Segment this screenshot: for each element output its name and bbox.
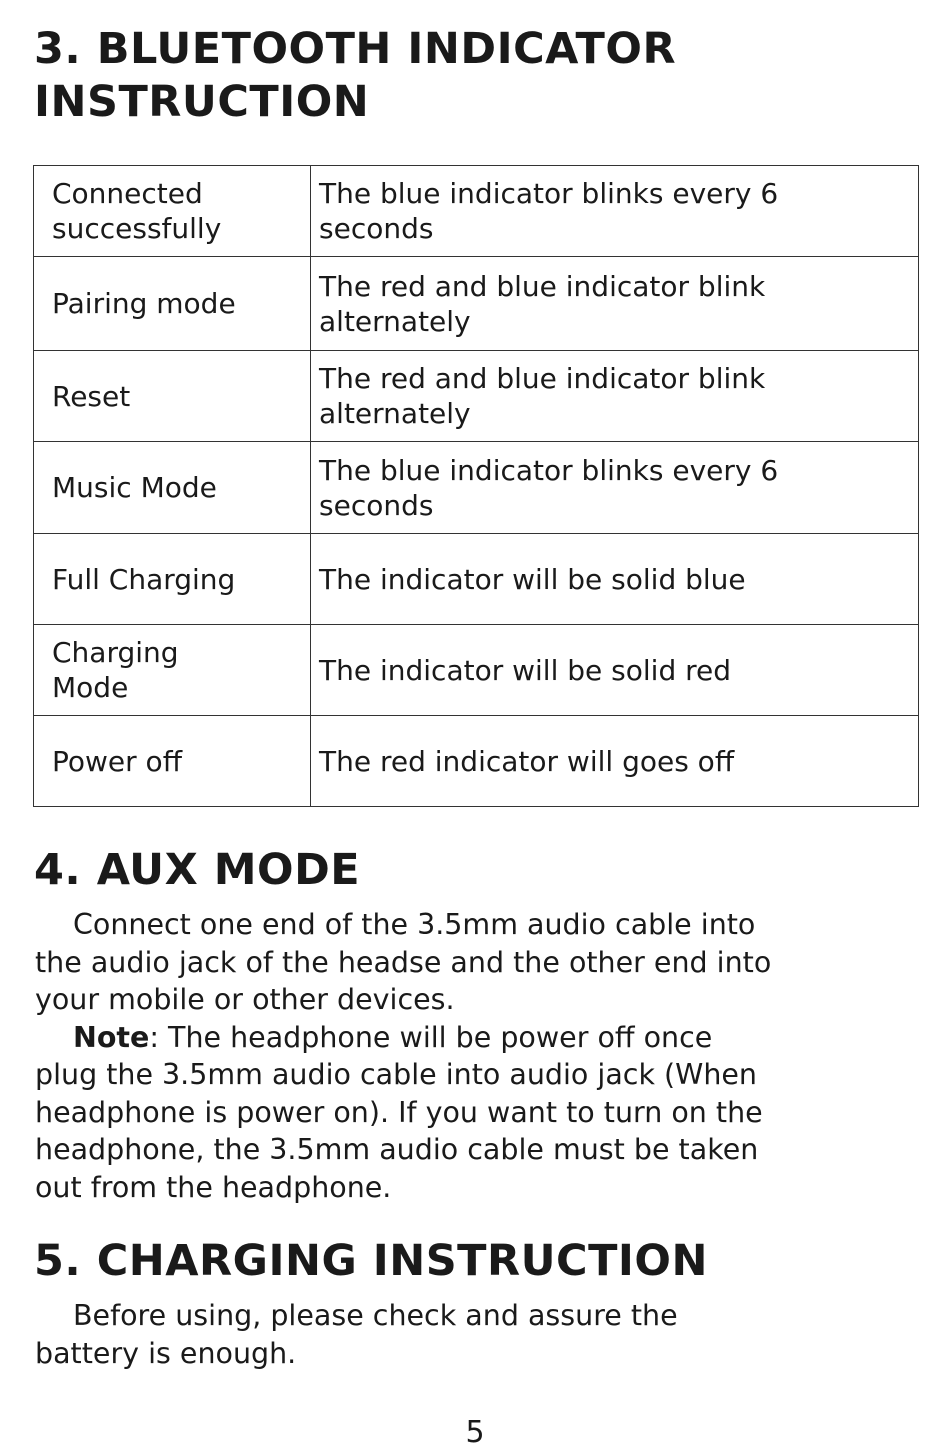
table-row (34, 625, 919, 716)
table-row (34, 716, 919, 807)
indicator-description (311, 442, 919, 534)
paragraph-line: Before using, please check and assure the (73, 1299, 678, 1332)
paragraph-line: out from the headphone. (35, 1170, 392, 1204)
note-label: Note (73, 1020, 150, 1054)
description-text-line: The blue indicator blinks every 6 (319, 453, 779, 487)
indicator-state (34, 716, 311, 807)
table-row (34, 442, 919, 534)
note-first-line (35, 1019, 925, 1057)
paragraph-line: the audio jack of the headse and the other end into (35, 945, 772, 979)
page-number: 5 (465, 1415, 485, 1450)
paragraph-line: your mobile or other devices. (35, 983, 455, 1016)
paragraph-line: plug the 3.5mm audio cable into audio jack (When (35, 1058, 757, 1091)
section-3-title-line-1: 3. BLUETOOTH INDICATOR (34, 24, 677, 74)
description-text-line: The red indicator will goes off (319, 744, 735, 778)
description-text-line: The indicator will be solid blue (319, 562, 746, 596)
indicator-state (34, 351, 311, 442)
description-text-line: The indicator will be solid red (319, 653, 732, 687)
paragraph-line: Connect one end of the 3.5mm audio cable into (73, 908, 756, 941)
state-text-line: Mode (52, 671, 129, 704)
section-3-title-line-2: INSTRUCTION (34, 77, 370, 127)
state-text-line: Pairing mode (52, 287, 236, 320)
indicator-description (311, 716, 919, 807)
note-text: : The headphone will be power off once (149, 1020, 713, 1054)
aux-mode-body (35, 906, 925, 1206)
table-row (34, 351, 919, 442)
indicator-description (311, 534, 919, 625)
indicator-state (34, 257, 311, 351)
table-row (34, 166, 919, 257)
paragraph-line: headphone is power on). If you want to turn on the (35, 1095, 763, 1129)
description-text-line: alternately (319, 304, 471, 338)
charging-instruction-body (35, 1297, 925, 1372)
state-text-line: Power off (52, 744, 182, 778)
description-text-line: The red and blue indicator blink (319, 269, 766, 303)
indicator-state (34, 166, 311, 257)
indicator-description (311, 351, 919, 442)
section-4-title: 4. AUX MODE (34, 845, 361, 895)
description-text-line: The red and blue indicator blink (319, 362, 766, 395)
state-text-line: Full Charging (52, 562, 236, 596)
description-text-line: seconds (319, 212, 434, 245)
indicator-state (34, 442, 311, 534)
indicator-description (311, 625, 919, 716)
paragraph-line: headphone, the 3.5mm audio cable must be taken (35, 1133, 759, 1166)
description-text-line: seconds (319, 488, 434, 522)
state-text-line: Reset (52, 379, 131, 413)
bluetooth-indicator-table (33, 165, 919, 807)
indicator-state (34, 534, 311, 625)
table-row (34, 257, 919, 351)
indicator-description (311, 166, 919, 257)
state-text-line: Connected (52, 177, 203, 210)
description-text-line: alternately (319, 397, 471, 430)
table-row (34, 534, 919, 625)
section-5-title: 5. CHARGING INSTRUCTION (34, 1236, 708, 1286)
indicator-state (34, 625, 311, 716)
state-text-line: Music Mode (52, 471, 217, 504)
indicator-description (311, 257, 919, 351)
paragraph-line: battery is enough. (35, 1336, 297, 1370)
description-text-line: The blue indicator blinks every 6 (319, 177, 779, 210)
state-text-line: successfully (52, 212, 222, 245)
state-text-line: Charging (52, 636, 179, 669)
